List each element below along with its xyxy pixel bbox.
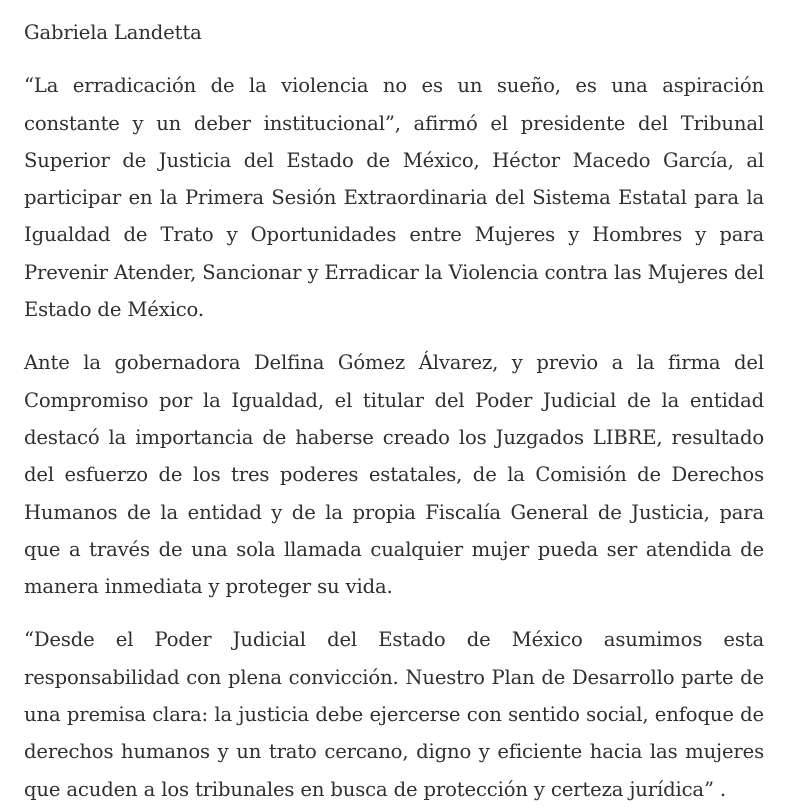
paragraph-1: “La erradicación de la violencia no es un sueño, es una aspiración constante y un deber institucional”, afirmó el presidente del Tribunal Superior de Justicia del Estado de México, Héctor Macedo García, al participar en la Primera Sesión Extraordinaria del Sistema Estatal para la Igualdad de Trato y Oportunidades entre Mujeres y Hombres y para Prevenir Atender, Sancionar y Erradicar la Violencia contra las Mujeres del Estado de México. [24, 74, 764, 322]
paragraph-2: Ante la gobernadora Delfina Gómez Álvarez, y previo a la firma del Compromiso por la Igualdad, el titular del Poder Judicial de la entidad destacó la importancia de haberse creado los Juzgados LIBRE, resultado del esfuerzo de los tres poderes estatales, de la Comisión de Derechos Humanos de la entidad y de la propia Fiscalía General de Justicia, para que a través de una sola llamada cualquier mujer pueda ser atendida de manera inmediata y proteger su vida. [24, 351, 764, 599]
author-byline: Gabriela Landetta [24, 21, 202, 44]
paragraph-3: “Desde el Poder Judicial del Estado de México asumimos esta responsabilidad con plena convicción. Nuestro Plan de Desarrollo parte de una premisa clara: la justicia debe ejercerse con sentido social, enfoque de derechos humanos y un trato cercano, digno y eficiente hacia las mujeres que acuden a los tribunales en busca de protección y certeza jurídica” . [24, 628, 764, 801]
